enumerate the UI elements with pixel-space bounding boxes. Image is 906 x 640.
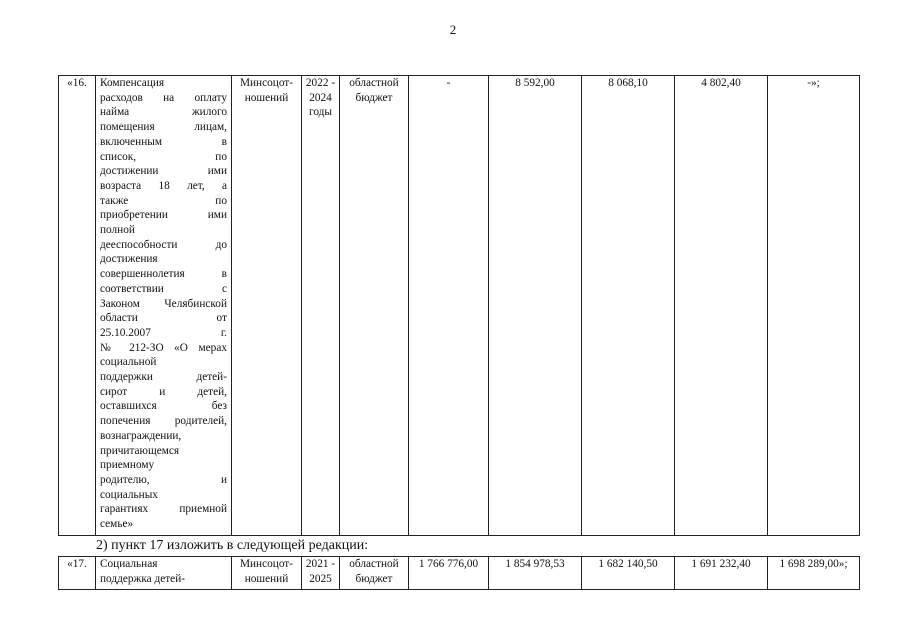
- description-line: Законом Челябинской: [100, 297, 227, 310]
- description-line: Социальная: [100, 558, 158, 570]
- description-line: поддержки детей-: [100, 371, 227, 384]
- amount-year3-cell: 1 691 232,40: [675, 557, 768, 590]
- description-line: достижении ими: [100, 165, 227, 178]
- description-line: причитающемся: [100, 444, 180, 457]
- amount-year4-cell: -»;: [768, 76, 860, 536]
- description-line: соответствии с: [100, 282, 227, 295]
- amount-year1-cell: 1 854 978,53: [489, 557, 582, 590]
- description-line: список, по: [100, 150, 227, 163]
- description-line: области от: [100, 312, 227, 325]
- executor-cell: Минсоцот-ношений: [232, 557, 302, 590]
- description-line: социальных: [100, 488, 158, 501]
- amount-year2-cell: 1 682 140,50: [582, 557, 675, 590]
- description-line: гарантиях приемной: [100, 503, 227, 516]
- row-number: «17.: [59, 557, 96, 590]
- description-line: попечения родителей,: [100, 415, 227, 428]
- description-line: Компенсация: [100, 77, 165, 89]
- description-line: вознаграждении,: [100, 429, 182, 442]
- total-amount-cell: 1 766 776,00: [409, 557, 489, 590]
- description-line: № 212-ЗО «О мерах: [100, 341, 227, 354]
- table-row-16: [58, 75, 860, 536]
- description-line: включенным в: [100, 135, 227, 148]
- funding-source-cell: областной бюджет: [340, 557, 409, 590]
- description-line: помещения лицам,: [100, 121, 227, 134]
- amount-year1-cell: 8 592,00: [489, 76, 582, 536]
- amount-year2-cell: 8 068,10: [582, 76, 675, 536]
- description-line: социальной: [100, 356, 157, 369]
- description-line: приемному: [100, 459, 155, 472]
- description-line: семье»: [100, 518, 134, 531]
- description-line: возраста 18 лет, а: [100, 179, 227, 192]
- description-line: достижения: [100, 253, 158, 266]
- executor-cell: Минсоцот-ношений: [232, 76, 302, 536]
- description-line: приобретении ими: [100, 209, 227, 222]
- funding-source-cell: областной бюджет: [340, 76, 409, 536]
- amount-year4-cell: 1 698 289,00»;: [768, 557, 860, 590]
- description-line: поддержка детей-: [100, 572, 186, 585]
- row-number: «16.: [59, 76, 96, 536]
- description-line: оставшихся без: [100, 400, 227, 413]
- description-line: найма жилого: [100, 106, 227, 119]
- amendment-instruction: 2) пункт 17 изложить в следующей редакции:: [96, 538, 369, 553]
- total-amount-cell: -: [409, 76, 489, 536]
- years-cell: 2022 - 2024 годы: [302, 76, 340, 536]
- description-line: расходов на оплату: [100, 91, 227, 104]
- description-line: 25.10.2007 г.: [100, 326, 227, 339]
- row-description: [96, 557, 232, 590]
- years-cell: 2021 - 2025: [302, 557, 340, 590]
- row-description: [96, 76, 232, 536]
- description-line: также по: [100, 194, 227, 207]
- description-line: сирот и детей,: [100, 385, 227, 398]
- description-line: родителю, и: [100, 473, 227, 486]
- description-line: полной: [100, 224, 135, 237]
- page-number: 2: [449, 22, 457, 37]
- amount-year3-cell: 4 802,40: [675, 76, 768, 536]
- description-line: дееспособности до: [100, 238, 227, 251]
- table-row-17: [58, 556, 860, 590]
- description-line: совершеннолетия в: [100, 268, 227, 281]
